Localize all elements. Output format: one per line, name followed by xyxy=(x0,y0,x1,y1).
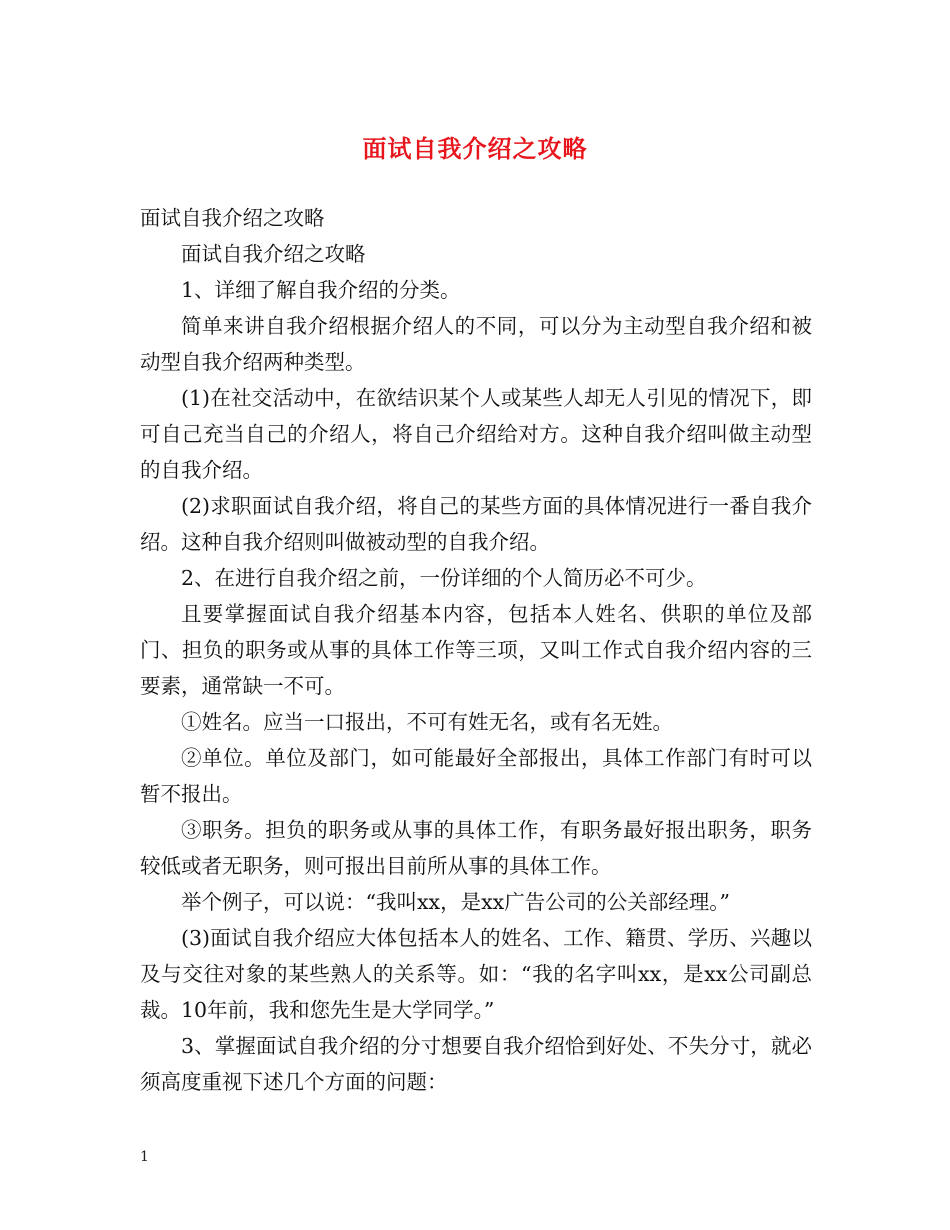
paragraph: 1、详细了解自我介绍的分类。 xyxy=(181,278,461,302)
paragraph: ②单位。单位及部门，如可能最好全部报出，具体工作部门有时可以暂不报出。 xyxy=(140,746,812,806)
paragraph: 3、掌握面试自我介绍的分寸想要自我介绍恰到好处、不失分寸，就必须高度重视下述几个方面的问题： xyxy=(140,1034,812,1094)
paragraph: (1)在社交活动中，在欲结识某个人或某些人却无人引见的情况下，即可自己充当自己的介绍人，将自己介绍给对方。这种自我介绍叫做主动型的自我介绍。 xyxy=(140,386,812,482)
paragraph: ③职务。担负的职务或从事的具体工作，有职务最好报出职务，职务较低或者无职务，则可报出目前所从事的具体工作。 xyxy=(140,818,812,878)
paragraph: ①姓名。应当一口报出，不可有姓无名，或有名无姓。 xyxy=(181,710,673,734)
paragraph: 面试自我介绍之攻略 xyxy=(181,242,366,266)
paragraph: (3)面试自我介绍应大体包括本人的姓名、工作、籍贯、学历、兴趣以及与交往对象的某些熟人的关系等。如：“我的名字叫xx，是xx公司副总裁。10年前，我和您先生是大学同学。” xyxy=(140,926,812,1022)
paragraph: 且要掌握面试自我介绍基本内容，包括本人姓名、供职的单位及部门、担负的职务或从事的具体工作等三项，又叫工作式自我介绍内容的三要素，通常缺一不可。 xyxy=(140,602,812,698)
document-title: 面试自我介绍之攻略 xyxy=(362,134,588,163)
paragraph: 面试自我介绍之攻略 xyxy=(140,206,325,230)
document-body xyxy=(140,200,812,1100)
paragraph: 举个例子，可以说：“我叫xx，是xx广告公司的公关部经理。” xyxy=(181,890,730,914)
paragraph: 2、在进行自我介绍之前，一份详细的个人简历必不可少。 xyxy=(181,566,707,590)
paragraph: (2)求职面试自我介绍，将自己的某些方面的具体情况进行一番自我介绍。这种自我介绍则叫做被动型的自我介绍。 xyxy=(140,494,812,554)
paragraph: 简单来讲自我介绍根据介绍人的不同，可以分为主动型自我介绍和被动型自我介绍两种类型。 xyxy=(140,314,812,374)
page-number: 1 xyxy=(140,1149,149,1165)
